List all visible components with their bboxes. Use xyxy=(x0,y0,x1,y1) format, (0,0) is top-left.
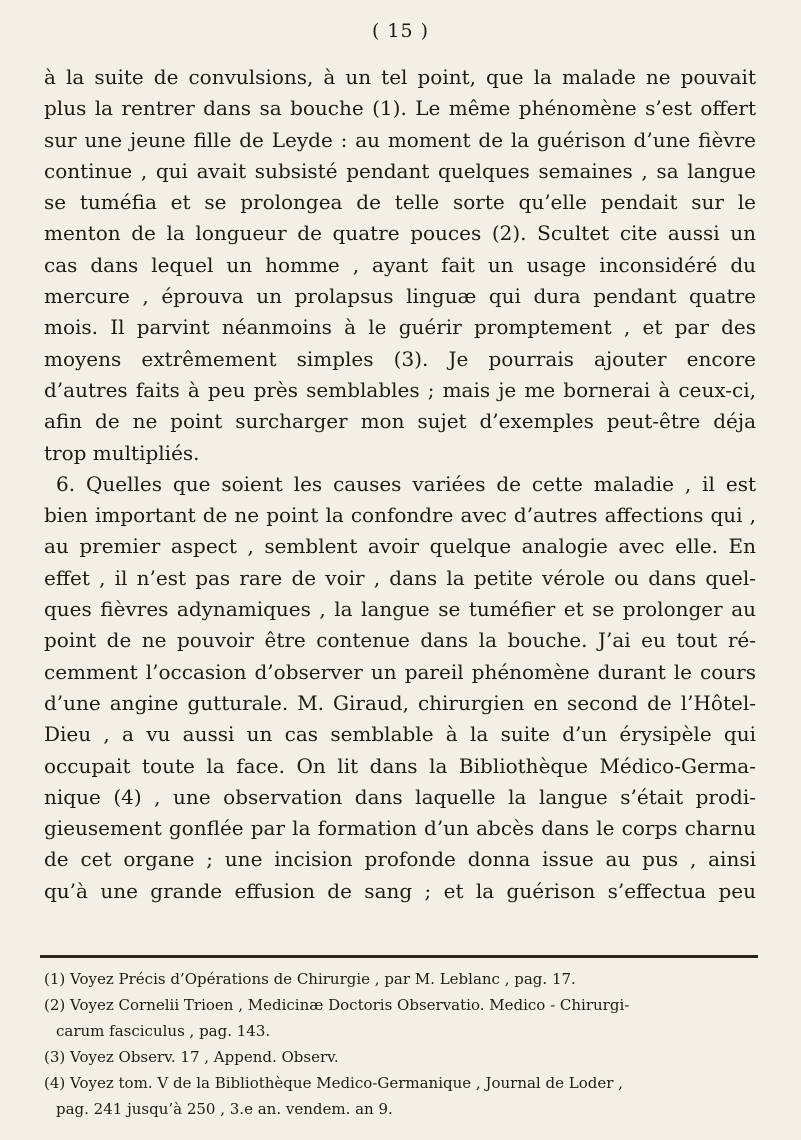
text-line: à la suite de convulsions, à un tel point, que la malade ne pouvait xyxy=(44,65,756,89)
text-line: d’autres faits à peu près semblables ; mais je me bornerai à ceux-ci, xyxy=(44,377,756,402)
text-line: ques fièvres adynamiques , la langue se tuméfier et se prolonger au xyxy=(44,597,756,622)
text-line: occupait toute la face. On lit dans la Bibliothèque Médico-Germa- xyxy=(44,753,756,778)
text-line: sur une jeune fille de Leyde : au moment de la guérison d’une fièvre xyxy=(44,127,756,152)
text-line: nique (4) , une observation dans laquelle la langue s’était prodi- xyxy=(44,784,756,809)
text-line: qu’à une grande effusion de sang ; et la guérison s’effectua peu xyxy=(44,878,756,903)
footnote-line: (3) Voyez Observ. 17 , Append. Observ. xyxy=(44,1048,339,1066)
text-line: point de ne pouvoir être contenue dans la bouche. J’ai eu tout ré- xyxy=(44,628,756,653)
text-line: bien important de ne point la confondre avec d’autres affections qui , xyxy=(44,503,756,528)
text-line: 6. Quelles que soient les causes variées de cette maladie , il est xyxy=(56,471,756,496)
text-line: se tuméfia et se prolongea de telle sorte qu’elle pendait sur le xyxy=(44,190,756,215)
footnote-rule xyxy=(40,955,758,958)
text-line: Dieu , a vu aussi un cas semblable à la suite d’un érysipèle qui xyxy=(44,722,756,747)
footnote-line: (2) Voyez Cornelii Trioen , Medicinæ Doctoris Observatio. Medico - Chirurgi- xyxy=(44,996,630,1014)
footnote-line: pag. 241 jusqu’à 250 , 3.e an. vendem. an 9. xyxy=(56,1100,393,1118)
footnote-line: (1) Voyez Précis d’Opérations de Chirurgie , par M. Leblanc , pag. 17. xyxy=(44,970,576,988)
footnote-line: carum fasciculus , pag. 143. xyxy=(56,1022,271,1040)
main-text xyxy=(44,62,756,907)
text-line: trop multipliés. xyxy=(44,440,200,465)
text-line: afin de ne point surcharger mon sujet d’exemples peut-être déja xyxy=(44,409,756,434)
text-line: effet , il n’est pas rare de voir , dans la petite vérole ou dans quel- xyxy=(44,565,756,590)
text-line: mercure , éprouva un prolapsus linguæ qui dura pendant quatre xyxy=(44,284,756,309)
text-line: plus la rentrer dans sa bouche (1). Le même phénomène s’est offert xyxy=(44,96,756,121)
text-line: d’une angine gutturale. M. Giraud, chirurgien en second de l’Hôtel- xyxy=(44,690,756,715)
text-line: continue , qui avait subsisté pendant quelques semaines , sa langue xyxy=(44,158,756,183)
footnotes xyxy=(44,966,756,1122)
footnote-line: (4) Voyez tom. V de la Bibliothèque Medico-Germanique , Journal de Loder , xyxy=(44,1074,623,1092)
text-line: mois. Il parvint néanmoins à le guérir promptement , et par des xyxy=(44,315,756,340)
text-line: cas dans lequel un homme , ayant fait un usage inconsidéré du xyxy=(44,252,756,277)
text-line: menton de la longueur de quatre pouces (2). Scultet cite aussi un xyxy=(44,221,756,246)
text-line: au premier aspect , semblent avoir quelque analogie avec elle. En xyxy=(44,534,756,559)
text-line: moyens extrêmement simples (3). Je pourrais ajouter encore xyxy=(44,346,756,371)
text-line: cemment l’occasion d’observer un pareil phénomène durant le cours xyxy=(44,659,756,684)
text-line: gieusement gonflée par la formation d’un abcès dans le corps charnu xyxy=(44,816,756,841)
page-number: ( 15 ) xyxy=(371,20,430,42)
text-line: de cet organe ; une incision profonde donna issue au pus , ainsi xyxy=(44,847,756,872)
